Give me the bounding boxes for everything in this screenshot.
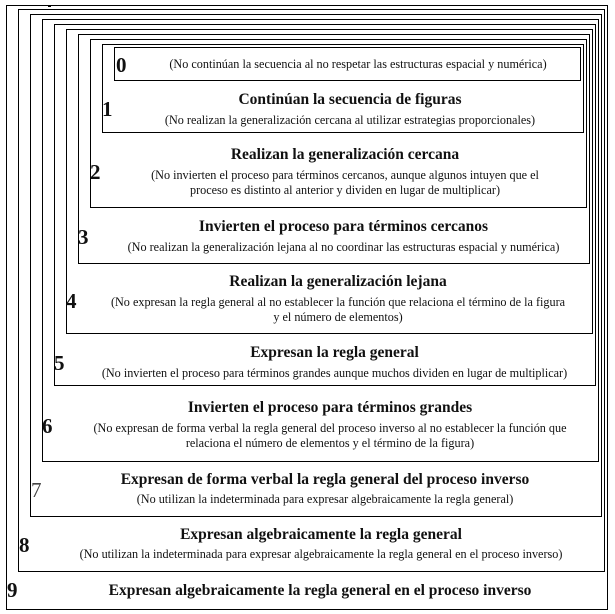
level-1-number: 1 <box>102 97 113 121</box>
level-0-number: 0 <box>116 53 127 77</box>
level-0-description: (No continúan la secuencia al no respetar las estructuras espacial y numérica) <box>169 57 547 71</box>
level-7-description: (No utilizan la indeterminada para expresar algebraicamente la regla general) <box>136 492 514 506</box>
level-8-number: 8 <box>19 533 30 557</box>
level-5-title: Expresan la regla general <box>250 344 419 361</box>
level-7-title: Expresan de forma verbal la regla general del proceso inverso <box>120 471 530 488</box>
level-6-description-line-2: relaciona el número de elementos y el término de la figura) <box>185 436 475 450</box>
level-5-description: (No invierten el proceso para términos grandes aunque muchos dividen en lugar de multiplicar) <box>101 366 568 380</box>
level-7-number: 7 <box>31 478 42 502</box>
level-2-description-line-2: proceso es distinto al anterior y dividen en lugar de multiplicar) <box>189 183 500 197</box>
level-3-title: Invierten el proceso para términos cercanos <box>198 218 489 235</box>
level-8-description: (No utilizan la indeterminada para expresar algebraicamente la regla general en el proceso inverso) <box>79 547 563 561</box>
level-5-number: 5 <box>54 351 65 375</box>
level-2-title: Realizan la generalización cercana <box>230 146 460 163</box>
level-4-title: Realizan la generalización lejana <box>229 273 447 290</box>
level-1-description: (No realizan la generalización cercana al utilizar estrategias proporcionales) <box>164 113 536 127</box>
level-3-number: 3 <box>78 225 89 249</box>
level-4-description-line-2: y el número de elementos) <box>273 310 403 324</box>
level-4-number: 4 <box>66 289 77 313</box>
level-9-number: 9 <box>7 578 18 602</box>
level-8-title: Expresan algebraicamente la regla general <box>180 526 462 543</box>
level-4-description-line-1: (No expresan la regla general al no establecer la función que relaciona el término de la figura <box>110 295 566 309</box>
level-3-description: (No realizan la generalización lejana al no coordinar las estructuras espacial y numérica) <box>127 240 560 254</box>
level-2-number: 2 <box>90 160 101 184</box>
level-6-number: 6 <box>42 414 53 438</box>
level-2-description-line-1: (No invierten el proceso para términos cercanos, aunque algunos intuyen que el <box>151 168 539 182</box>
level-6-title: Invierten el proceso para términos grandes <box>187 399 473 416</box>
level-9-title: Expresan algebraicamente la regla general en el proceso inverso <box>108 582 532 599</box>
level-6-description-line-1: (No expresan de forma verbal la regla general del proceso inverso al no establecer la función que <box>93 421 567 435</box>
level-1-title: Continúan la secuencia de figuras <box>238 91 462 108</box>
